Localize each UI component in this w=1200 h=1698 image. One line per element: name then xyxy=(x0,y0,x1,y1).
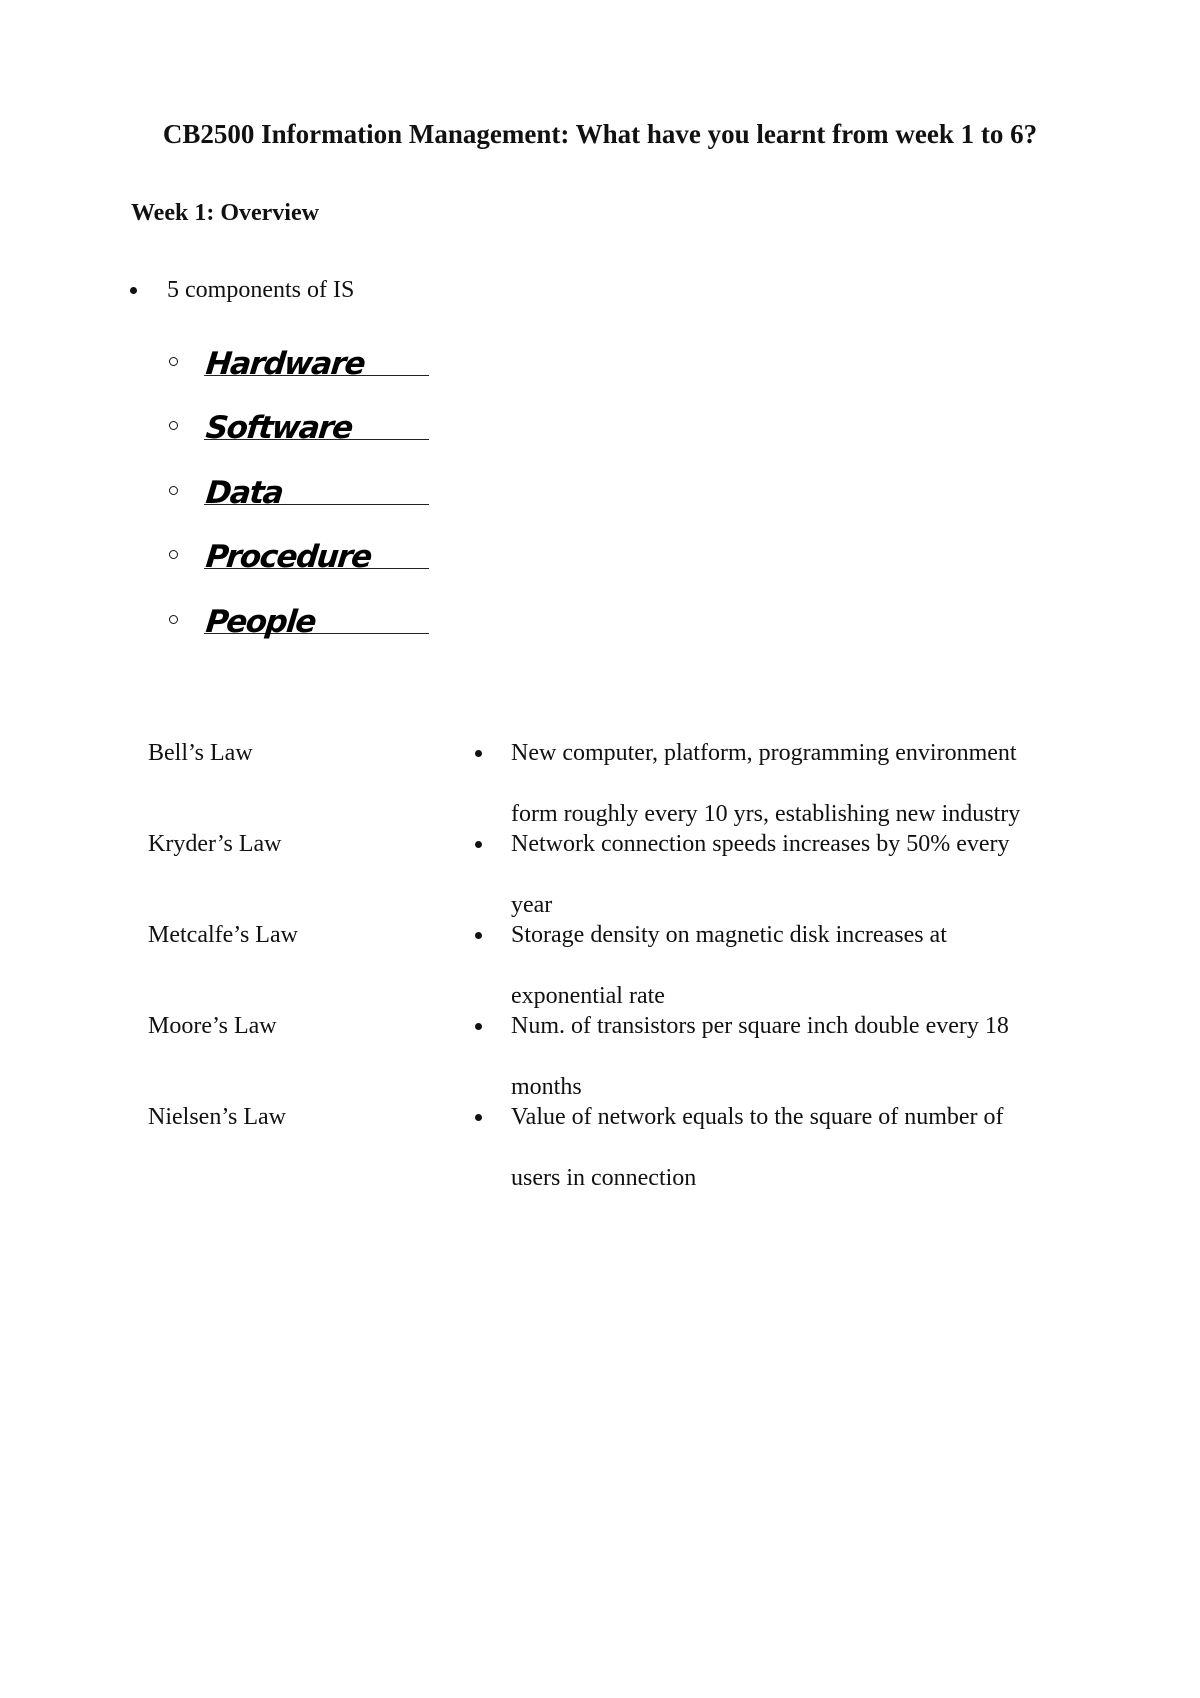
description-line: Num. of transistors per square inch double every 18 xyxy=(511,1013,1009,1039)
handwritten-answer: People xyxy=(204,604,317,640)
law-name: Kryder’s Law xyxy=(148,831,282,857)
bullet-dot-icon xyxy=(475,932,482,939)
handwritten-answer: Hardware xyxy=(204,346,367,382)
page-title: CB2500 Information Management: What have you learnt from week 1 to 6? xyxy=(162,119,1038,149)
hollow-bullet-icon xyxy=(169,615,178,624)
law-name: Bell’s Law xyxy=(148,740,253,766)
bullet-dot-icon xyxy=(475,1114,482,1121)
description-line: exponential rate xyxy=(511,983,665,1009)
bullet-dot-icon xyxy=(475,1023,482,1030)
description-line: users in connection xyxy=(511,1165,697,1191)
handwritten-answer: Software xyxy=(204,410,354,446)
handwritten-answer: Data xyxy=(204,475,285,511)
bullet-dot-icon xyxy=(130,287,137,294)
hollow-bullet-icon xyxy=(169,357,178,366)
law-name: Nielsen’s Law xyxy=(148,1104,286,1130)
bullet-dot-icon xyxy=(475,841,482,848)
week-1-heading: Week 1: Overview xyxy=(131,200,319,226)
description-line: Storage density on magnetic disk increases at xyxy=(511,922,947,948)
component-item-software xyxy=(166,410,436,470)
description-line: year xyxy=(511,892,553,918)
hollow-bullet-icon xyxy=(169,550,178,559)
description-line: Network connection speeds increases by 50% every xyxy=(511,831,1010,857)
law-name: Moore’s Law xyxy=(148,1013,277,1039)
description-line: form roughly every 10 yrs, establishing new industry xyxy=(511,801,1021,827)
component-item-procedure xyxy=(166,539,436,599)
hollow-bullet-icon xyxy=(169,486,178,495)
hollow-bullet-icon xyxy=(169,421,178,430)
component-item-hardware xyxy=(166,346,436,406)
law-name: Metcalfe’s Law xyxy=(148,922,298,948)
description-line: Value of network equals to the square of number of xyxy=(511,1104,1004,1130)
description-line: New computer, platform, programming environment xyxy=(511,740,1017,766)
component-item-people xyxy=(166,604,436,664)
component-item-data xyxy=(166,475,436,535)
bullet-text: 5 components of IS xyxy=(167,277,355,303)
handwritten-answer: Procedure xyxy=(204,539,373,575)
bullet-dot-icon xyxy=(475,750,482,757)
description-line: months xyxy=(511,1074,582,1100)
